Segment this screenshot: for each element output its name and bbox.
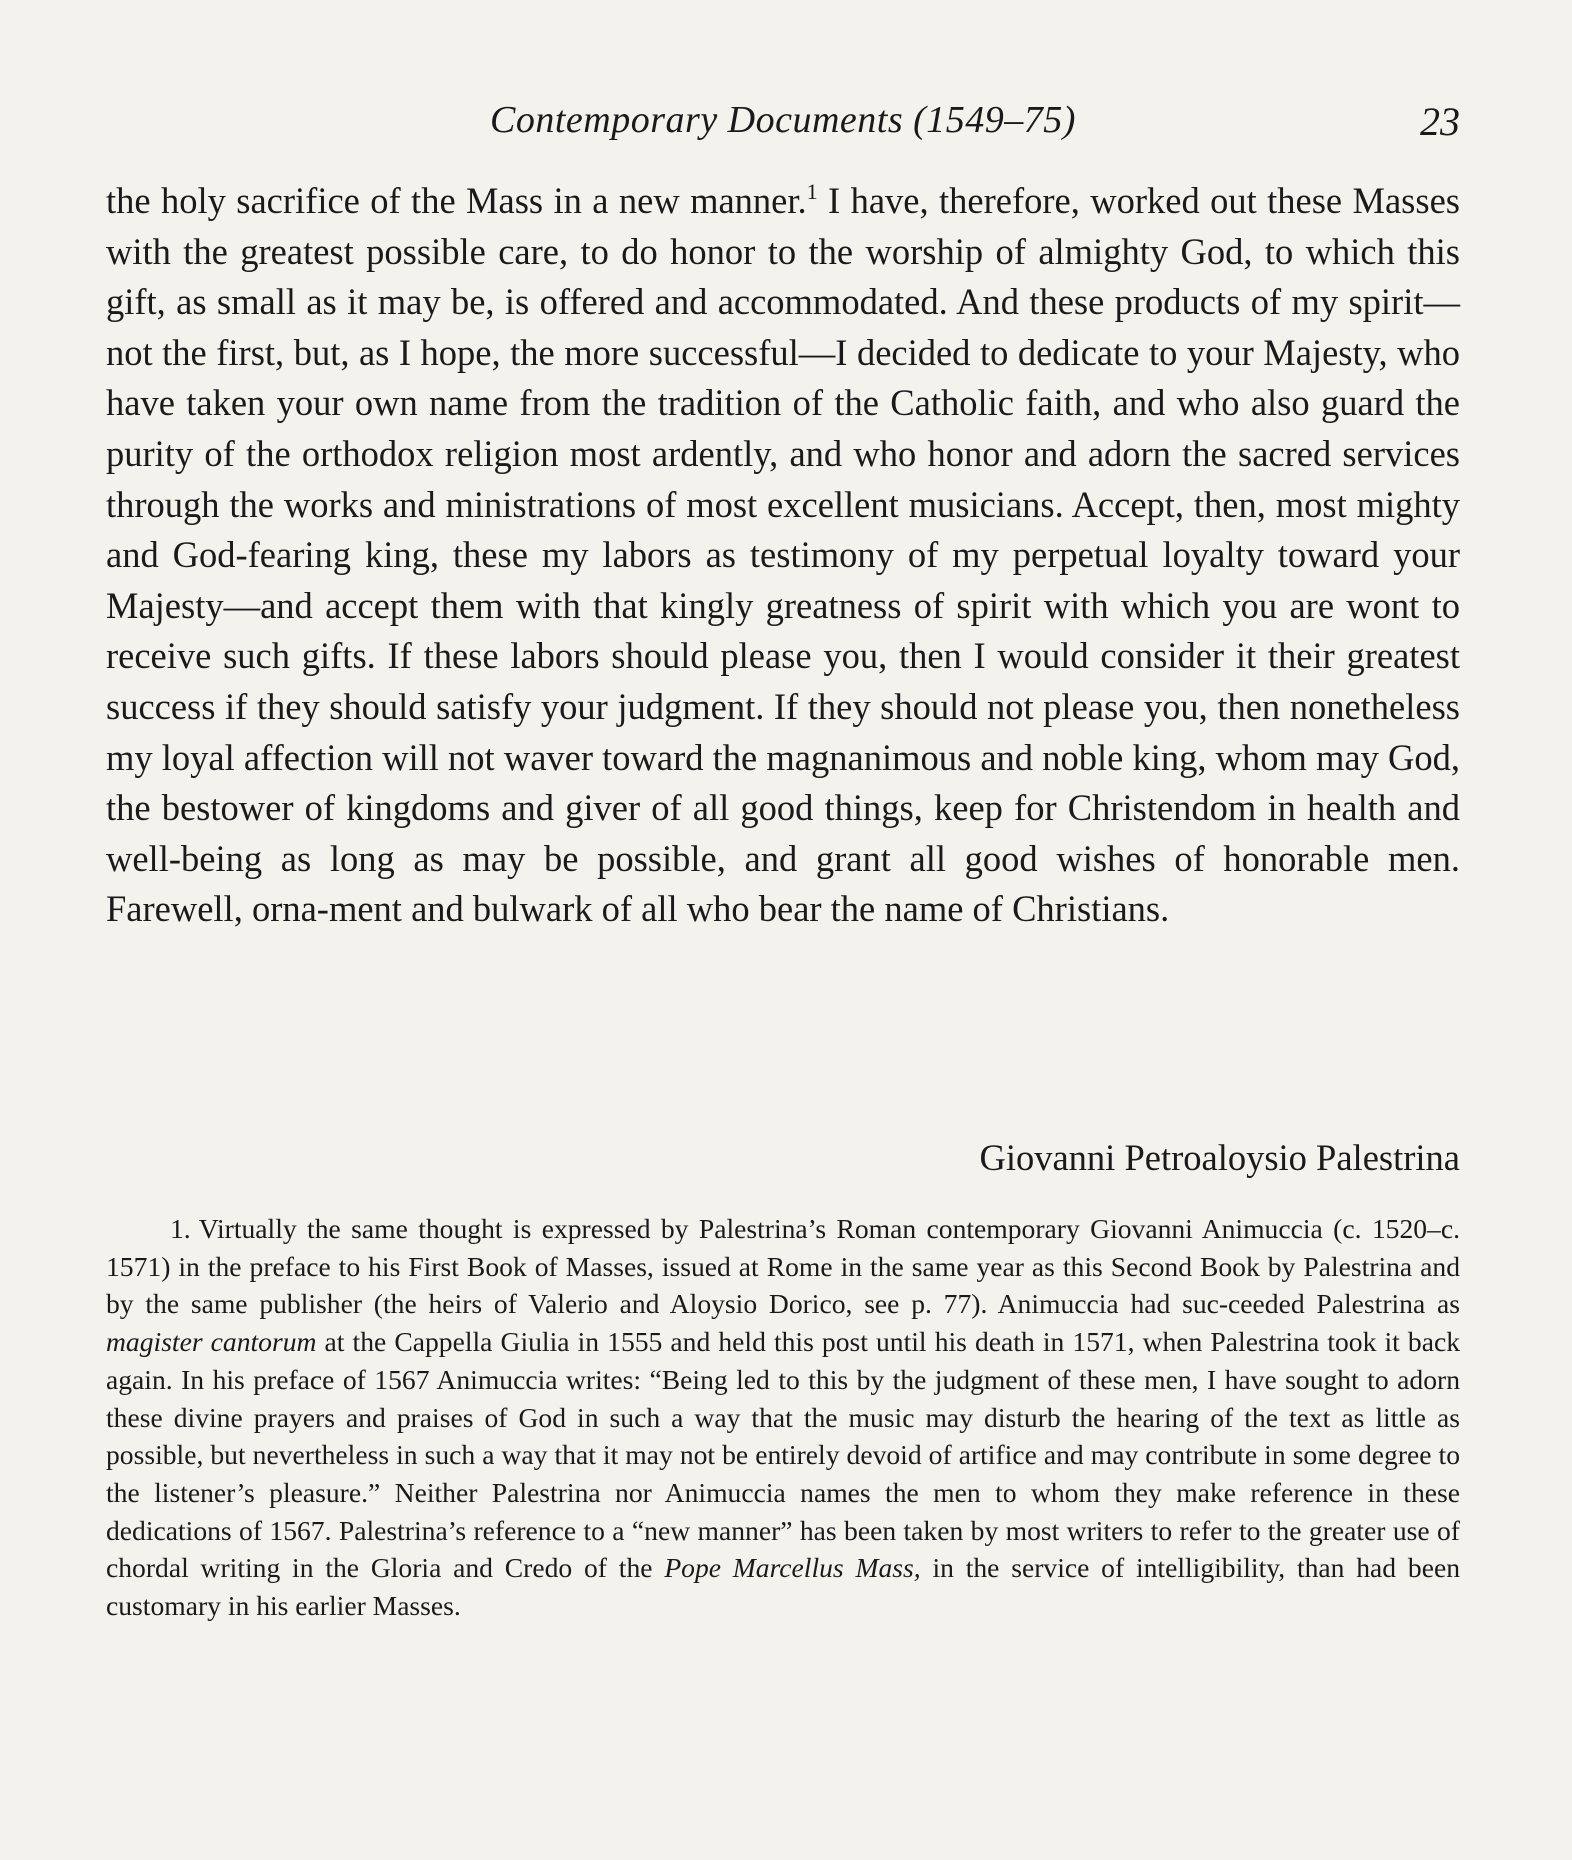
signature: Giovanni Petroaloysio Palestrina	[979, 1137, 1460, 1178]
running-head	[106, 98, 1460, 158]
footnote-text-3: in the service of intelligibility, than had been customary in his earlier Masses.	[106, 1552, 1460, 1622]
footnote	[106, 1210, 1460, 1625]
footnote-italic-1: magister cantorum	[106, 1326, 317, 1358]
page-number: 23	[1420, 99, 1460, 144]
main-text	[106, 176, 1460, 935]
body-text-part-2: I have, therefore, worked out these Masses with the greatest possible care, to do honor to the worship of almighty God, to which this gift, as small as it may be, is offered and accommodated. And these products of my spirit—not the first, but, as I hope, the more successful—I decided to dedicate to your Majesty, who have taken your own name from the tradition of the Catholic faith, and who also guard the purity of the orthodox religion most ardently, and who honor and adorn the sacred services through the works and ministrations of most excellent musicians. Accept, then, most mighty and God-fearing king, these my labors as testimony of my perpetual loyalty toward your Majesty—and accept them with that kingly greatness of spirit with which you are wont to receive such gifts. If these labors should please you, then I would consider it their greatest success if they should satisfy your judgment. If they should not please you, then nonetheless my loyal affection will not waver toward the magnanimous and noble king, whom may God, the bestower of kingdoms and giver of all good things, keep for Christendom in health and well-being as long as may be possible, and grant all good wishes of honorable men. Farewell, orna-ment and bulwark of all who bear the name of Christians.	[106, 180, 1460, 930]
body-paragraph	[106, 176, 1460, 935]
footnote-italic-2: Pope Marcellus Mass,	[664, 1552, 921, 1584]
footnote-paragraph	[106, 1210, 1460, 1625]
body-text-part-1: the holy sacrifice of the Mass in a new manner.	[106, 180, 807, 221]
footnote-number: 1.	[170, 1213, 191, 1244]
footnote-reference: 1	[806, 179, 818, 204]
footnote-text-2: at the Cappella Giulia in 1555 and held this post until his death in 1571, when Palestrina took it back again. In his preface of 1567 Animuccia writes: “Being led to this by the judgment of these men, I have sought to adorn these divine prayers and praises of God in such a way that the music may disturb the hearing of the text as little as possible, but nevertheless in such a way that it may not be entirely devoid of artifice and may contribute in some degree to the listener’s pleasure.” Neither Palestrina nor Animuccia names the men to whom they make reference in these dedications of 1567. Palestrina’s reference to a “new manner” has been taken by most writers to refer to the greater use of chordal writing in the Gloria and Credo of the	[106, 1326, 1460, 1584]
footnote-text-1: Virtually the same thought is expressed by Palestrina’s Roman contemporary Giovanni Animuccia (c. 1520–c. 1571) in the preface to his First Book of Masses, issued at Rome in the same year as this Second Book by Palestrina and by the same publisher (the heirs of Valerio and Aloysio Dorico, see p. 77). Animuccia had suc-ceeded Palestrina as	[106, 1213, 1460, 1320]
running-title: Contemporary Documents (1549–75)	[490, 99, 1076, 141]
